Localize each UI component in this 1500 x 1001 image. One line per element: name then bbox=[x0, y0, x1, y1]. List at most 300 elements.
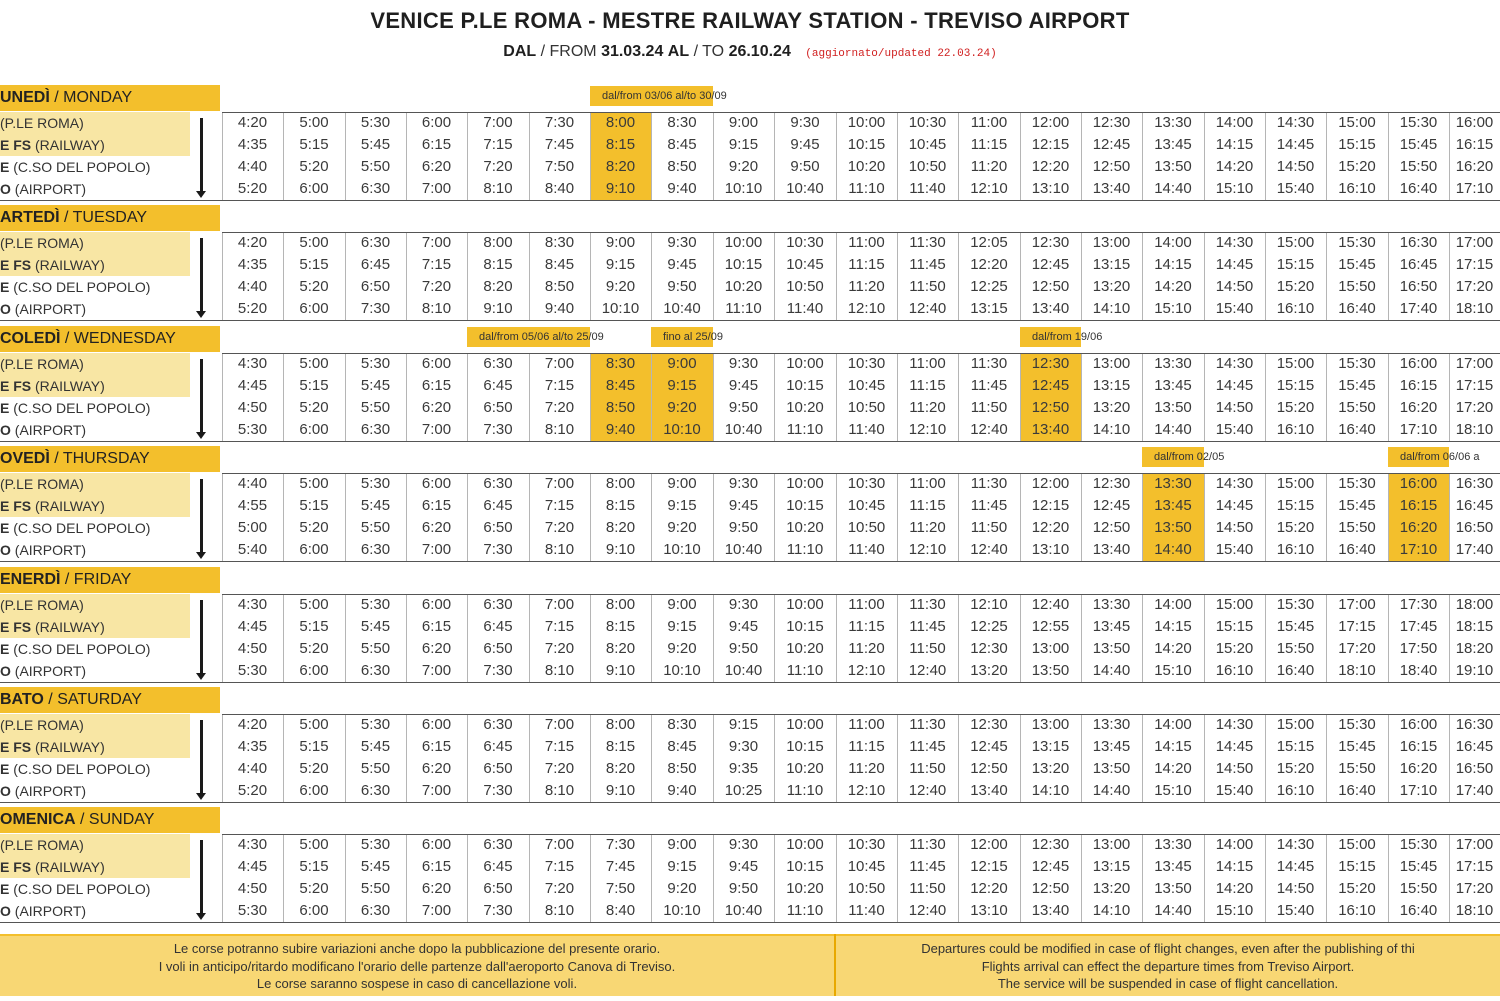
departure-time: 7:20 bbox=[544, 640, 575, 657]
departure-time: 11:50 bbox=[909, 880, 946, 897]
column-divider bbox=[467, 353, 468, 441]
column-divider bbox=[1204, 473, 1205, 561]
departure-time: 15:15 bbox=[1276, 377, 1315, 394]
departure-time: 4:30 bbox=[237, 836, 268, 853]
departure-time: 10:10 bbox=[663, 541, 701, 558]
departure-time: 11:50 bbox=[909, 760, 946, 777]
column-divider bbox=[1204, 834, 1205, 922]
column-divider bbox=[590, 834, 591, 922]
column-divider bbox=[836, 353, 837, 441]
departure-time: 6:20 bbox=[421, 640, 452, 657]
stop-code: O bbox=[0, 783, 11, 799]
departure-time: 17:15 bbox=[1455, 256, 1494, 273]
stop-name: (RAILWAY) bbox=[35, 378, 105, 394]
departure-time: 13:10 bbox=[970, 902, 1008, 919]
departure-time: 10:20 bbox=[786, 760, 824, 777]
departure-time: 11:30 bbox=[909, 836, 946, 853]
departure-time: 15:30 bbox=[1338, 475, 1376, 492]
departure-time: 10:30 bbox=[847, 355, 886, 372]
departure-time: 8:45 bbox=[544, 256, 575, 273]
departure-time: 12:45 bbox=[1020, 375, 1081, 397]
departure-time: 15:00 bbox=[1276, 234, 1315, 251]
departure-time: 9:15 bbox=[728, 136, 759, 153]
stop-code: E bbox=[0, 400, 10, 416]
departure-time: 10:50 bbox=[786, 278, 824, 295]
departure-time: 8:50 bbox=[667, 760, 697, 777]
day-header bbox=[0, 807, 220, 833]
departure-time: 7:00 bbox=[421, 180, 452, 197]
departure-time: 16:10 bbox=[1276, 782, 1315, 799]
departure-time: 6:30 bbox=[360, 180, 391, 197]
departure-time: 11:30 bbox=[909, 716, 946, 733]
departure-time: 10:00 bbox=[786, 475, 824, 492]
departure-time: 13:40 bbox=[1020, 419, 1081, 441]
column-divider bbox=[1142, 594, 1143, 682]
departure-time: 4:35 bbox=[237, 738, 268, 755]
column-divider bbox=[406, 834, 407, 922]
departure-time: 12:25 bbox=[970, 278, 1008, 295]
departure-time: 8:20 bbox=[605, 760, 636, 777]
departure-time: 18:10 bbox=[1455, 300, 1494, 317]
departure-time: 16:00 bbox=[1399, 355, 1438, 372]
stop-code: O bbox=[0, 181, 11, 197]
departure-time: 12:50 bbox=[1020, 397, 1081, 419]
column-divider bbox=[1081, 594, 1082, 682]
column-divider bbox=[774, 714, 775, 802]
departure-time: 11:20 bbox=[848, 640, 885, 657]
departure-time: 13:45 bbox=[1154, 136, 1192, 153]
departure-time: 5:30 bbox=[360, 475, 391, 492]
departure-time: 8:40 bbox=[544, 180, 575, 197]
departure-time: 15:15 bbox=[1215, 618, 1254, 635]
column-divider bbox=[1388, 834, 1389, 922]
column-divider bbox=[897, 473, 898, 561]
departure-time: 5:20 bbox=[299, 399, 329, 416]
column-divider bbox=[406, 714, 407, 802]
updated-date: (aggiornato/updated 22.03.24) bbox=[805, 48, 997, 60]
day-name-italian: BATO bbox=[0, 691, 44, 708]
departure-time: 7:50 bbox=[544, 158, 575, 175]
stop-name: (AIRPORT) bbox=[14, 301, 87, 317]
column-divider bbox=[1204, 112, 1205, 200]
stop-code: O bbox=[0, 542, 11, 558]
departure-time: 6:00 bbox=[421, 355, 452, 372]
column-divider bbox=[836, 473, 837, 561]
departure-time: 16:40 bbox=[1338, 421, 1376, 438]
direction-arrow-icon bbox=[200, 600, 203, 674]
departure-time: 12:40 bbox=[908, 782, 947, 799]
departure-time: 10:10 bbox=[663, 902, 701, 919]
departure-time: 12:45 bbox=[1092, 136, 1131, 153]
column-divider bbox=[590, 232, 591, 320]
departure-time: 11:10 bbox=[786, 782, 824, 799]
stop-code: O bbox=[0, 663, 11, 679]
departure-time: 12:30 bbox=[1092, 475, 1131, 492]
departure-time: 14:10 bbox=[1092, 300, 1131, 317]
departure-time: 6:50 bbox=[483, 399, 513, 416]
departure-time: 11:00 bbox=[909, 355, 946, 372]
departure-time: 10:20 bbox=[847, 158, 886, 175]
departure-time: 6:00 bbox=[421, 716, 452, 733]
column-divider bbox=[1326, 594, 1327, 682]
departure-time: 11:40 bbox=[909, 180, 946, 197]
departure-time: 5:15 bbox=[299, 377, 329, 394]
departure-time: 5:20 bbox=[299, 158, 329, 175]
departure-time: 6:45 bbox=[483, 377, 513, 394]
departure-time: 7:00 bbox=[544, 716, 575, 733]
departure-time: 15:45 bbox=[1399, 136, 1438, 153]
column-divider bbox=[1142, 714, 1143, 802]
column-divider bbox=[222, 353, 223, 441]
column-divider bbox=[590, 594, 591, 682]
departure-time: 16:45 bbox=[1455, 738, 1494, 755]
departure-time: 12:40 bbox=[970, 541, 1008, 558]
departure-time: 15:50 bbox=[1338, 760, 1376, 777]
departure-time: 6:30 bbox=[483, 716, 513, 733]
departure-time: 18:10 bbox=[1455, 421, 1494, 438]
departure-time: 7:15 bbox=[544, 858, 575, 875]
departure-time: 15:15 bbox=[1276, 497, 1315, 514]
column-divider bbox=[1388, 353, 1389, 441]
departure-time: 15:50 bbox=[1399, 158, 1438, 175]
departure-time: 14:20 bbox=[1154, 278, 1192, 295]
departure-time: 4:45 bbox=[237, 618, 268, 635]
departure-time: 9:30 bbox=[728, 836, 759, 853]
stop-label bbox=[0, 276, 190, 298]
departure-time: 15:40 bbox=[1276, 902, 1315, 919]
stop-name: (P.LE ROMA) bbox=[0, 476, 84, 492]
departure-time: 7:00 bbox=[421, 234, 452, 251]
departure-time: 6:00 bbox=[421, 114, 452, 131]
departure-time: 9:40 bbox=[667, 180, 697, 197]
column-divider bbox=[1265, 834, 1266, 922]
departure-time: 16:00 bbox=[1399, 716, 1438, 733]
departure-time: 13:30 bbox=[1142, 473, 1204, 495]
departure-time: 17:40 bbox=[1399, 300, 1438, 317]
departure-time: 6:30 bbox=[360, 421, 391, 438]
departure-time: 11:50 bbox=[970, 399, 1008, 416]
column-divider bbox=[529, 714, 530, 802]
departure-time: 6:00 bbox=[299, 782, 329, 799]
departure-time: 8:30 bbox=[590, 353, 651, 375]
departure-time: 17:00 bbox=[1338, 596, 1376, 613]
departure-time: 5:45 bbox=[360, 738, 391, 755]
departure-time: 5:50 bbox=[360, 640, 391, 657]
departure-time: 13:40 bbox=[1031, 902, 1070, 919]
departure-time: 5:00 bbox=[299, 234, 329, 251]
stop-name: (C.SO DEL POPOLO) bbox=[13, 400, 151, 416]
departure-time: 14:50 bbox=[1276, 158, 1315, 175]
departure-time: 10:20 bbox=[724, 278, 763, 295]
departure-time: 11:15 bbox=[848, 738, 885, 755]
departure-time: 12:50 bbox=[970, 760, 1008, 777]
departure-time: 17:00 bbox=[1455, 355, 1494, 372]
departure-time: 12:15 bbox=[970, 858, 1008, 875]
departure-time: 5:50 bbox=[360, 880, 391, 897]
departure-time: 7:30 bbox=[360, 300, 391, 317]
departure-time: 5:45 bbox=[360, 136, 391, 153]
departure-time: 18:15 bbox=[1455, 618, 1494, 635]
column-divider bbox=[345, 473, 346, 561]
column-divider bbox=[467, 594, 468, 682]
stop-name: (AIRPORT) bbox=[14, 663, 87, 679]
direction-arrow-icon bbox=[200, 238, 203, 312]
departure-time: 7:15 bbox=[483, 136, 513, 153]
stop-name: (C.SO DEL POPOLO) bbox=[13, 881, 151, 897]
departure-time: 8:50 bbox=[590, 397, 651, 419]
stop-code: E FS bbox=[0, 137, 32, 153]
departure-time: 7:20 bbox=[421, 278, 452, 295]
departure-time: 13:20 bbox=[1031, 760, 1070, 777]
departure-time: 8:20 bbox=[605, 519, 636, 536]
departure-time: 14:45 bbox=[1215, 497, 1254, 514]
stop-name: (RAILWAY) bbox=[35, 859, 105, 875]
departure-time: 15:45 bbox=[1276, 618, 1315, 635]
stop-label bbox=[0, 156, 190, 178]
stop-name: (AIRPORT) bbox=[14, 422, 87, 438]
departure-time: 6:15 bbox=[421, 377, 452, 394]
departure-time: 8:30 bbox=[667, 114, 697, 131]
departure-time: 13:10 bbox=[1031, 541, 1070, 558]
column-divider bbox=[1142, 232, 1143, 320]
column-divider bbox=[529, 353, 530, 441]
departure-time: 8:10 bbox=[544, 782, 575, 799]
departure-time: 5:15 bbox=[299, 738, 329, 755]
departure-time: 11:20 bbox=[970, 158, 1008, 175]
departure-time: 10:40 bbox=[786, 180, 824, 197]
row-divider bbox=[0, 441, 1500, 442]
departure-time: 9:20 bbox=[667, 640, 697, 657]
departure-time: 12:25 bbox=[970, 618, 1008, 635]
column-divider bbox=[406, 112, 407, 200]
departure-time: 13:30 bbox=[1154, 355, 1192, 372]
departure-time: 8:45 bbox=[667, 136, 697, 153]
departure-time: 9:15 bbox=[728, 716, 759, 733]
departure-time: 9:50 bbox=[728, 399, 759, 416]
departure-time: 8:00 bbox=[605, 596, 636, 613]
departure-time: 15:30 bbox=[1338, 234, 1376, 251]
departure-time: 11:00 bbox=[848, 234, 885, 251]
departure-time: 17:20 bbox=[1338, 640, 1376, 657]
departure-time: 11:10 bbox=[786, 902, 824, 919]
period-note: dal/from 05/06 al/to 25/09 bbox=[467, 327, 590, 347]
departure-time: 16:40 bbox=[1276, 662, 1315, 679]
departure-time: 4:45 bbox=[237, 377, 268, 394]
departure-time: 12:30 bbox=[970, 640, 1008, 657]
departure-time: 12:10 bbox=[908, 421, 947, 438]
column-divider bbox=[897, 834, 898, 922]
row-divider bbox=[0, 922, 1500, 923]
stop-name: (P.LE ROMA) bbox=[0, 356, 84, 372]
departure-time: 6:00 bbox=[421, 836, 452, 853]
column-divider bbox=[406, 353, 407, 441]
departure-time: 7:15 bbox=[421, 256, 452, 273]
departure-time: 9:20 bbox=[667, 519, 697, 536]
column-divider bbox=[651, 714, 652, 802]
departure-time: 5:45 bbox=[360, 858, 391, 875]
departure-time: 7:30 bbox=[544, 114, 575, 131]
departure-time: 14:50 bbox=[1215, 519, 1254, 536]
column-divider bbox=[1449, 112, 1450, 200]
day-name-separator: / bbox=[49, 89, 64, 106]
departure-time: 4:20 bbox=[237, 234, 268, 251]
departure-time: 8:20 bbox=[483, 278, 513, 295]
departure-time: 5:20 bbox=[237, 782, 268, 799]
column-divider bbox=[345, 112, 346, 200]
departure-time: 12:10 bbox=[908, 541, 947, 558]
departure-time: 5:30 bbox=[237, 421, 268, 438]
departure-time: 8:45 bbox=[590, 375, 651, 397]
departure-time: 12:55 bbox=[1031, 618, 1070, 635]
column-divider bbox=[1326, 232, 1327, 320]
column-divider bbox=[651, 232, 652, 320]
departure-time: 10:25 bbox=[724, 782, 763, 799]
departure-time: 9:20 bbox=[667, 880, 697, 897]
stop-label bbox=[0, 878, 190, 900]
column-divider bbox=[1449, 232, 1450, 320]
departure-time: 8:10 bbox=[544, 421, 575, 438]
departure-time: 5:45 bbox=[360, 497, 391, 514]
departure-time: 7:20 bbox=[483, 158, 513, 175]
departure-time: 6:15 bbox=[421, 618, 452, 635]
departure-time: 18:20 bbox=[1455, 640, 1494, 657]
departure-time: 9:45 bbox=[667, 256, 697, 273]
day-name-separator: / bbox=[43, 691, 58, 708]
column-divider bbox=[713, 714, 714, 802]
column-divider bbox=[283, 232, 284, 320]
departure-time: 5:20 bbox=[299, 278, 329, 295]
departure-time: 6:00 bbox=[299, 902, 329, 919]
departure-time: 16:00 bbox=[1388, 473, 1449, 495]
footer-notice-english bbox=[836, 934, 1500, 996]
departure-time: 15:15 bbox=[1338, 858, 1376, 875]
departure-time: 6:50 bbox=[483, 519, 513, 536]
column-divider bbox=[345, 353, 346, 441]
stop-label bbox=[0, 375, 190, 397]
stop-code: E FS bbox=[0, 859, 32, 875]
departure-time: 17:45 bbox=[1399, 618, 1438, 635]
departure-time: 6:50 bbox=[360, 278, 391, 295]
departure-time: 14:15 bbox=[1215, 858, 1254, 875]
stop-code: E bbox=[0, 520, 10, 536]
departure-time: 16:50 bbox=[1455, 519, 1494, 536]
departure-time: 15:00 bbox=[1338, 836, 1376, 853]
column-divider bbox=[836, 834, 837, 922]
departure-time: 14:50 bbox=[1215, 760, 1254, 777]
departure-time: 5:45 bbox=[360, 377, 391, 394]
departure-time: 9:00 bbox=[667, 475, 697, 492]
column-divider bbox=[774, 353, 775, 441]
departure-time: 12:05 bbox=[970, 234, 1008, 251]
departure-time: 13:50 bbox=[1031, 662, 1070, 679]
departure-time: 12:10 bbox=[970, 180, 1008, 197]
departure-time: 13:20 bbox=[970, 662, 1008, 679]
departure-time: 11:30 bbox=[909, 234, 946, 251]
departure-time: 6:30 bbox=[483, 836, 513, 853]
footer-line: I voli in anticipo/ritardo modificano l'orario delle partenze dall'aeroporto Canova di Treviso. bbox=[158, 958, 676, 974]
column-divider bbox=[1204, 232, 1205, 320]
departure-time: 9:50 bbox=[728, 640, 759, 657]
departure-time: 5:50 bbox=[360, 760, 391, 777]
departure-time: 7:00 bbox=[421, 902, 452, 919]
departure-time: 7:00 bbox=[421, 782, 452, 799]
column-divider bbox=[774, 232, 775, 320]
departure-time: 13:00 bbox=[1092, 234, 1131, 251]
departure-time: 13:00 bbox=[1031, 640, 1070, 657]
departure-time: 16:15 bbox=[1399, 738, 1438, 755]
departure-time: 7:20 bbox=[544, 760, 575, 777]
departure-time: 12:20 bbox=[970, 880, 1008, 897]
departure-time: 14:30 bbox=[1276, 114, 1315, 131]
departure-time: 14:45 bbox=[1276, 136, 1315, 153]
departure-time: 15:50 bbox=[1338, 278, 1376, 295]
departure-time: 4:40 bbox=[237, 278, 268, 295]
departure-time: 13:00 bbox=[1031, 716, 1070, 733]
departure-time: 12:50 bbox=[1031, 880, 1070, 897]
departure-time: 19:10 bbox=[1455, 662, 1494, 679]
departure-time: 15:40 bbox=[1276, 180, 1315, 197]
departure-time: 4:35 bbox=[237, 256, 268, 273]
departure-time: 13:20 bbox=[1092, 880, 1131, 897]
day-name-english: WEDNESDAY bbox=[73, 330, 176, 347]
departure-time: 16:10 bbox=[1338, 180, 1376, 197]
direction-arrow-icon bbox=[200, 720, 203, 794]
column-divider bbox=[651, 594, 652, 682]
departure-time: 10:30 bbox=[786, 234, 824, 251]
day-header bbox=[0, 205, 220, 231]
column-divider bbox=[1265, 594, 1266, 682]
departure-time: 11:50 bbox=[909, 640, 946, 657]
column-divider bbox=[467, 112, 468, 200]
departure-time: 5:15 bbox=[299, 136, 329, 153]
day-name-italian: ENERDÌ bbox=[0, 571, 61, 588]
departure-time: 9:40 bbox=[544, 300, 575, 317]
day-name-english: MONDAY bbox=[63, 89, 133, 106]
departure-time: 6:45 bbox=[483, 858, 513, 875]
departure-time: 4:45 bbox=[237, 858, 268, 875]
stop-name: (RAILWAY) bbox=[35, 739, 105, 755]
departure-time: 15:45 bbox=[1338, 256, 1376, 273]
departure-time: 4:40 bbox=[237, 760, 268, 777]
departure-time: 9:45 bbox=[728, 497, 759, 514]
departure-time: 10:40 bbox=[663, 300, 701, 317]
column-divider bbox=[836, 112, 837, 200]
departure-time: 11:30 bbox=[970, 355, 1008, 372]
stop-name: (P.LE ROMA) bbox=[0, 717, 84, 733]
departure-time: 15:20 bbox=[1215, 640, 1254, 657]
departure-time: 14:45 bbox=[1215, 256, 1254, 273]
departure-time: 18:10 bbox=[1338, 662, 1376, 679]
departure-time: 11:30 bbox=[909, 596, 946, 613]
departure-time: 14:45 bbox=[1215, 738, 1254, 755]
departure-time: 7:00 bbox=[483, 114, 513, 131]
stop-label bbox=[0, 539, 190, 561]
departure-time: 9:10 bbox=[605, 541, 636, 558]
departure-time: 8:15 bbox=[590, 134, 651, 156]
departure-time: 15:10 bbox=[1154, 782, 1192, 799]
departure-time: 13:40 bbox=[1092, 180, 1131, 197]
day-name-separator: / bbox=[60, 330, 74, 347]
departure-time: 16:10 bbox=[1215, 662, 1254, 679]
departure-time: 5:00 bbox=[299, 716, 329, 733]
departure-time: 17:10 bbox=[1399, 421, 1438, 438]
departure-time: 10:15 bbox=[724, 256, 763, 273]
column-divider bbox=[590, 353, 591, 441]
departure-time: 10:50 bbox=[847, 880, 886, 897]
departure-time: 15:00 bbox=[1276, 475, 1315, 492]
departure-time: 13:50 bbox=[1154, 399, 1192, 416]
stop-label bbox=[0, 616, 190, 638]
